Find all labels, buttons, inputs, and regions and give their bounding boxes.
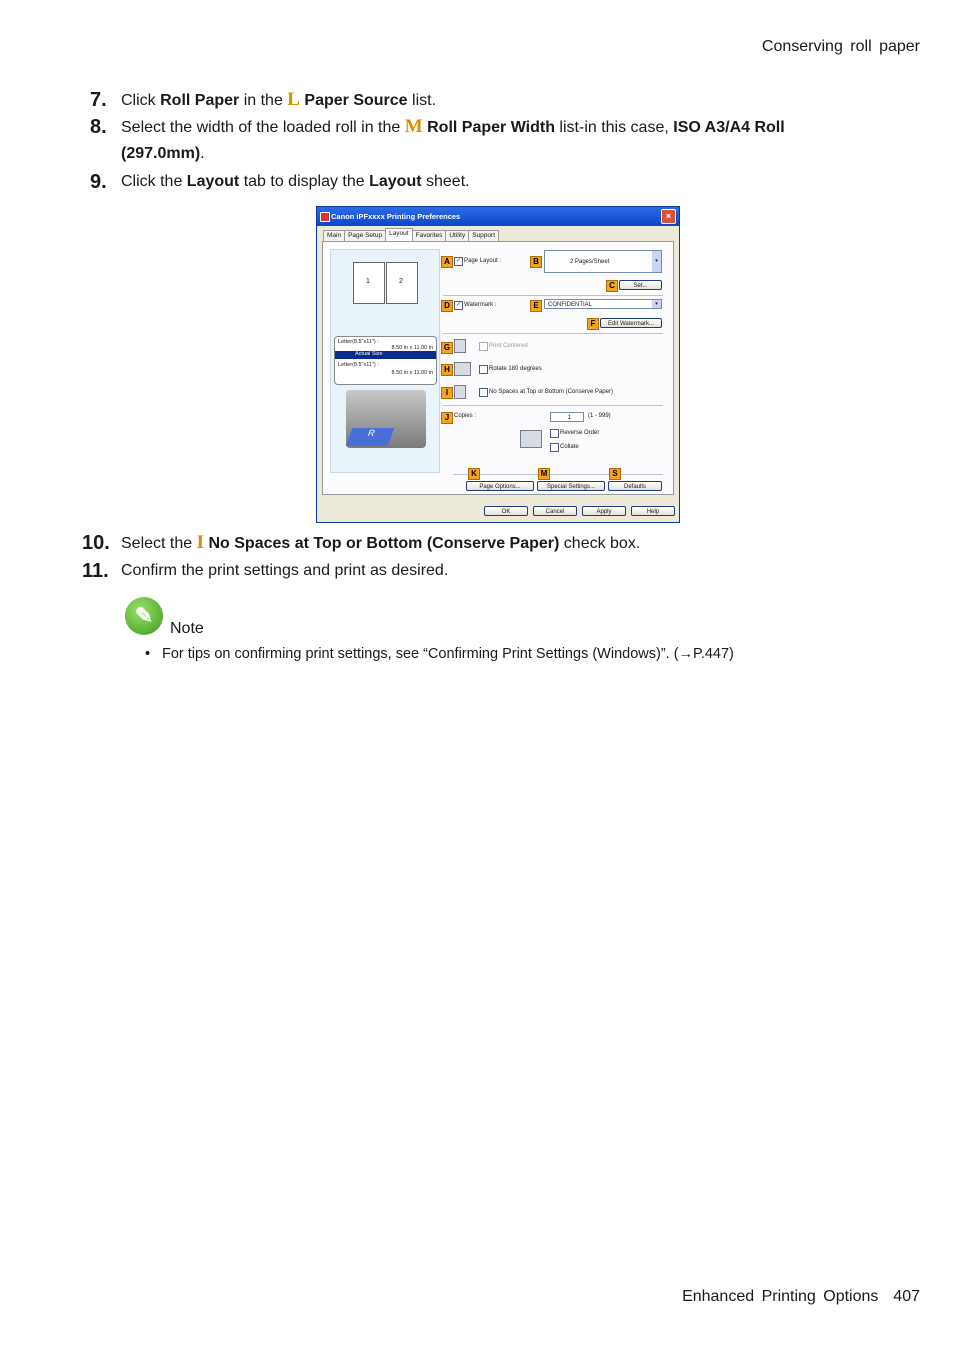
- badge-i: I: [441, 387, 453, 399]
- badge-g: G: [441, 342, 453, 354]
- note-bullet: • For tips on confirming print settings, see “Confirming Print Settings (Windows)”. (→P.447): [145, 646, 734, 662]
- callout-letter: L: [287, 89, 300, 110]
- copies-label: Copies :: [454, 413, 477, 419]
- rotate-checkbox[interactable]: [479, 365, 488, 374]
- layout-sheet: [322, 241, 674, 495]
- watermark-label: Watermark :: [464, 302, 497, 308]
- reverse-order-checkbox[interactable]: [550, 429, 559, 438]
- divider: [443, 295, 663, 296]
- copies-stepper[interactable]: 1: [550, 412, 584, 422]
- chevron-down-icon: ▾: [652, 300, 661, 308]
- special-settings-button[interactable]: Special Settings...: [537, 481, 605, 491]
- apply-button[interactable]: Apply: [582, 506, 626, 516]
- page-layout-checkbox[interactable]: ✓: [455, 258, 462, 264]
- copies-stack-icon: [520, 430, 542, 448]
- no-spaces-checkbox[interactable]: [479, 388, 488, 397]
- conserve-paper-icon: [454, 385, 466, 399]
- badge-a: A: [441, 256, 453, 268]
- page-layout-select[interactable]: 2 Pages/Sheet ▾: [544, 250, 662, 273]
- page-number: 407: [893, 1288, 920, 1305]
- step-7: 7. Click Roll Paper in the L Paper Source list.: [90, 89, 437, 111]
- print-centered-icon: [454, 339, 466, 353]
- page-layout-label: Page Layout :: [464, 258, 502, 264]
- no-spaces-label: No Spaces at Top or Bottom (Conserve Paper): [489, 389, 613, 395]
- badge-b: B: [530, 256, 542, 268]
- badge-f: F: [587, 318, 599, 330]
- cancel-button[interactable]: Cancel: [533, 506, 577, 516]
- set-button[interactable]: Set...: [619, 280, 662, 290]
- close-icon[interactable]: ×: [661, 209, 676, 224]
- rotate-icon: [454, 362, 471, 376]
- dialog-titlebar: [317, 207, 679, 226]
- reverse-order-label: Reverse Order: [560, 430, 600, 436]
- badge-k: K: [468, 468, 480, 480]
- collate-checkbox[interactable]: [550, 443, 559, 452]
- print-centered-checkbox[interactable]: [479, 342, 488, 351]
- help-button[interactable]: Help: [631, 506, 675, 516]
- divider: [443, 405, 663, 406]
- tab-bar: [323, 230, 498, 241]
- preview-page-1: 1: [353, 262, 385, 304]
- print-centered-label: Print Centered: [489, 343, 528, 349]
- callout-letter: M: [404, 116, 423, 137]
- step-8: 8. Select the width of the loaded roll in the M Roll Paper Width list-in this case, ISO A3/A4 Roll (297.0mm).: [90, 116, 785, 162]
- tab-favorites[interactable]: Favorites: [412, 230, 447, 241]
- callout-letter: I: [196, 532, 205, 553]
- edit-watermark-button[interactable]: Edit Watermark...: [600, 318, 662, 328]
- running-footer: Enhanced Printing Options 407: [682, 1288, 920, 1305]
- tab-utility[interactable]: Utility: [445, 230, 469, 241]
- tab-main[interactable]: Main: [323, 230, 345, 241]
- collate-label: Collate: [560, 444, 579, 450]
- divider: [443, 333, 663, 334]
- chevron-down-icon: ▾: [652, 251, 661, 272]
- divider: [453, 474, 663, 475]
- tab-page-setup[interactable]: Page Setup: [344, 230, 386, 241]
- actual-size-row: Actual Size: [335, 351, 436, 359]
- dialog-title: Canon iPFxxxx Printing Preferences: [331, 212, 461, 221]
- running-header: Conserving roll paper: [761, 38, 920, 55]
- badge-c: C: [606, 280, 618, 292]
- badge-h: H: [441, 364, 453, 376]
- printer-app-icon: [320, 212, 330, 222]
- paper-size-box: Letter(8.5"x11") : 8.50 in x 11.00 in Actual Size Letter(8.5"x11") : 8.50 in x 11.00 in: [334, 336, 437, 385]
- badge-m: M: [538, 468, 550, 480]
- defaults-button[interactable]: Defaults: [608, 481, 662, 491]
- preview-page-2: 2: [386, 262, 418, 304]
- badge-j: J: [441, 412, 453, 424]
- note-title: Note: [170, 620, 204, 637]
- page-options-button[interactable]: Page Options...: [466, 481, 534, 491]
- watermark-select[interactable]: CONFIDENTIAL ▾: [544, 299, 662, 309]
- badge-d: D: [441, 300, 453, 312]
- tab-support[interactable]: Support: [468, 230, 499, 241]
- step-9: 9. Click the Layout tab to display the Layout sheet.: [90, 171, 470, 193]
- printing-preferences-dialog: [316, 206, 680, 523]
- badge-s: S: [609, 468, 621, 480]
- rotate-label: Rotate 180 degrees: [489, 366, 542, 372]
- layout-preview: [330, 249, 440, 473]
- pencil-note-icon: ✎: [125, 597, 163, 635]
- ok-button[interactable]: OK: [484, 506, 528, 516]
- step-10: 10. Select the I No Spaces at Top or Bottom (Conserve Paper) check box.: [82, 532, 641, 554]
- badge-e: E: [530, 300, 542, 312]
- copies-range: (1 - 999): [588, 413, 611, 419]
- tab-layout[interactable]: Layout: [385, 228, 413, 241]
- step-11: 11. Confirm the print settings and print as desired.: [82, 560, 449, 582]
- watermark-checkbox[interactable]: ✓: [455, 302, 462, 308]
- paper-output-illustration: R: [346, 428, 395, 446]
